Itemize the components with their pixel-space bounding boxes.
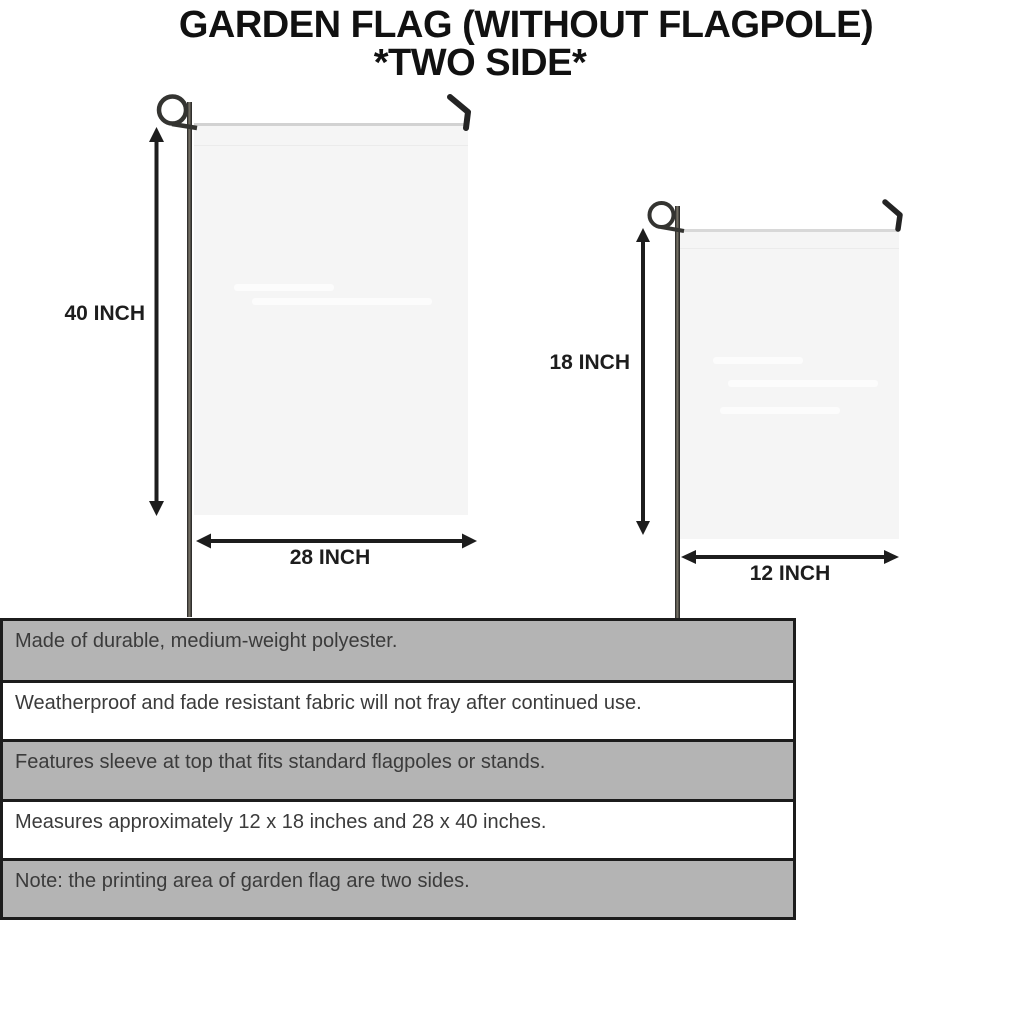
small-pole-hook-icon xyxy=(885,202,900,229)
flag-streak xyxy=(728,380,878,387)
arrow-head-icon xyxy=(636,228,650,242)
arrow-head-icon xyxy=(636,521,650,535)
small-flag-panel xyxy=(678,229,899,539)
spec-table xyxy=(0,618,796,920)
spec-row-text: Made of durable, medium-weight polyester. xyxy=(15,630,398,652)
page-title: GARDEN FLAG (WITHOUT FLAGPOLE) xyxy=(178,4,874,46)
page-subtitle: *TWO SIDE* xyxy=(373,42,587,84)
spec-table-row xyxy=(3,680,793,739)
small-width-label: 12 INCH xyxy=(749,562,831,585)
large-pole-loop-icon xyxy=(159,97,186,124)
spec-row-text: Note: the printing area of garden flag are two sides. xyxy=(15,869,470,892)
arrow-head-icon xyxy=(462,534,477,549)
spec-table-row xyxy=(3,799,793,858)
large-width-label: 28 INCH xyxy=(289,546,371,569)
spec-row-text: Features sleeve at top that fits standard flagpoles or stands. xyxy=(15,751,546,774)
spec-table-row xyxy=(3,739,793,798)
spec-table-row xyxy=(3,621,793,680)
small-flag-sleeve-seam xyxy=(678,248,899,249)
small-height-label: 18 INCH xyxy=(549,351,630,374)
spec-table-row xyxy=(3,858,793,917)
large-flag-sleeve-seam xyxy=(194,145,468,146)
flag-streak xyxy=(720,407,840,414)
large-height-label: 40 INCH xyxy=(64,302,145,325)
flag-streak xyxy=(713,357,803,364)
arrow-head-icon xyxy=(149,501,164,516)
small-pole-loop-icon xyxy=(650,203,674,227)
flag-streak xyxy=(252,298,432,305)
arrow-head-icon xyxy=(196,534,211,549)
flag-streak xyxy=(234,284,334,291)
large-flag-panel xyxy=(194,123,468,515)
spec-row-text: Measures approximately 12 x 18 inches and 28 x 40 inches. xyxy=(15,810,547,833)
spec-row-text: Weatherproof and fade resistant fabric will not fray after continued use. xyxy=(15,692,642,715)
arrow-head-icon xyxy=(149,127,164,142)
